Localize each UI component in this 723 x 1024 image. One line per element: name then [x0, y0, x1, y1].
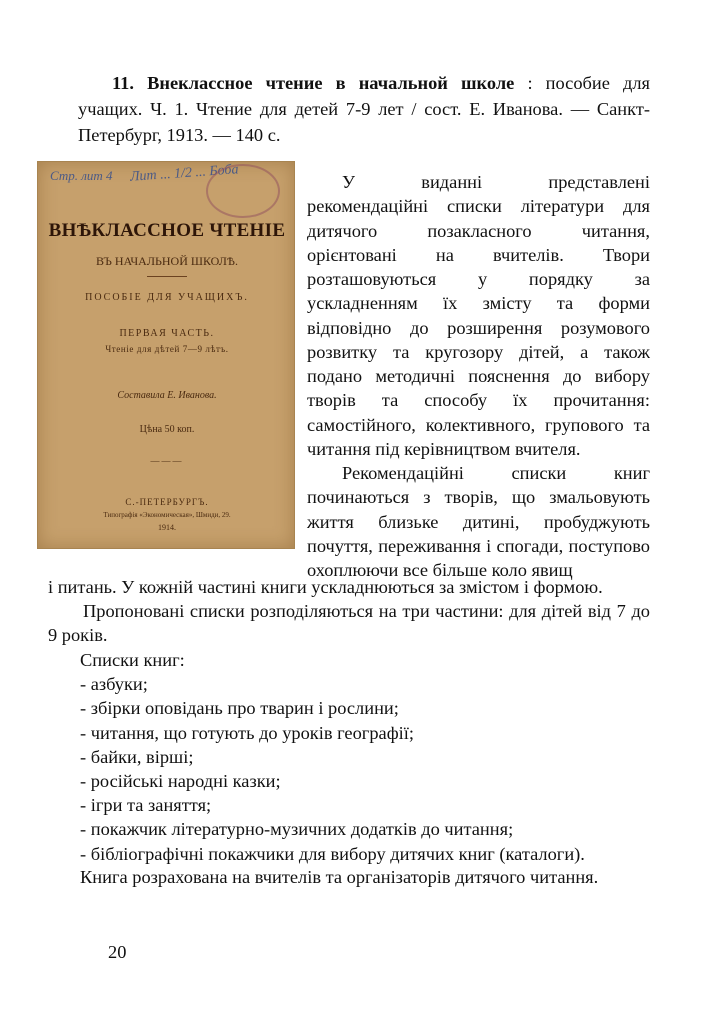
list-item: - читання, що готують до уроків географії; [80, 722, 414, 743]
list-item: - збірки оповідань про тварин і рослини; [80, 698, 399, 719]
closing-sentence: Книга розрахована на вчителів та організаторів дитячого читання. [80, 867, 599, 887]
description-paragraph-1: У виданні представлені рекомендаційні списки літератури для дитячого позакласного читання, орієнтовані на вчителів. Твори розташовуються у порядку за ускладненням їх змісту та форми відповідно до розширення розумового розвитку та кругозору дітей, а також подано методичні пояснення до вибору творів та способу їх прочитання: самостійного, колективного, групового та читання під керівництвом вчителя. [307, 172, 650, 459]
library-stamp [206, 164, 280, 218]
cover-printer: Типографія «Экономическая», Шмиди, 29. [103, 511, 231, 519]
list-item: - азбуки; [80, 674, 148, 695]
list-item: - бібліографічні покажчики для вибору дитячих книг (каталоги). [80, 843, 585, 864]
cover-subtitle: ВЪ НАЧАЛЬНОЙ ШКОЛѢ. [96, 254, 238, 268]
cover-part: ПЕРВАЯ ЧАСТЬ. [119, 328, 215, 339]
entry-details: : пособие для учащих. Ч. 1. Чтение для детей 7-9 лет / сост. Е. Иванова. — Санкт-Петербург, 1913. — 140 с. [78, 73, 650, 145]
description-paragraph-3: Пропоновані списки розподіляються на три частини: для дітей від 7 до 9 років. [48, 601, 650, 646]
page-number: 20 [108, 942, 127, 962]
cover-rule [147, 276, 187, 277]
entry-title: Внеклассное чтение в начальной школе [147, 73, 515, 93]
cover-editor: Составила Е. Иванова. [117, 390, 217, 401]
book-cover-image [37, 161, 295, 549]
list-item: - покажчик літературно-музичних додатків до читання; [80, 819, 514, 840]
cover-city: С.-ПЕТЕРБУРГЪ. [125, 497, 209, 507]
cover-year: 1914. [158, 523, 176, 532]
cover-ages: Чтеніе для дѣтей 7—9 лѣтъ. [105, 344, 229, 354]
cover-price: Цѣна 50 коп. [139, 424, 195, 435]
cover-handwriting-top: Лит ... 1/2 ... Боба [129, 162, 239, 185]
cover-title: ВНѢКЛАССНОЕ ЧТЕНІЕ [48, 220, 286, 241]
description-paragraph-2: Рекомендаційні списки книг починаються з творів, що змальовують життя близьке дитині, пробуджують почуття, переживання і спогади, поступово охоплюючи все більше коло явищ [307, 463, 650, 580]
description-full-width [48, 599, 650, 647]
cover-handwriting-left: Стр. лит 4 [50, 168, 113, 183]
cover-audience: ПОСОБІЕ ДЛЯ УЧАЩИХЪ. [85, 292, 249, 303]
list-item: - ігри та заняття; [80, 795, 212, 816]
bibliographic-entry [78, 70, 650, 148]
cover-ornament: ——— [150, 456, 184, 466]
list-item: - російські народні казки; [80, 771, 281, 792]
description-paragraph-2-continuation: і питань. У кожній частині книги ускладнюються за змістом і формою. [48, 577, 603, 597]
description-column [307, 170, 650, 582]
list-item: - байки, вірші; [80, 746, 194, 767]
book-list [80, 648, 650, 866]
list-heading: Списки книг: [80, 650, 185, 670]
entry-number: 11. [112, 73, 134, 93]
